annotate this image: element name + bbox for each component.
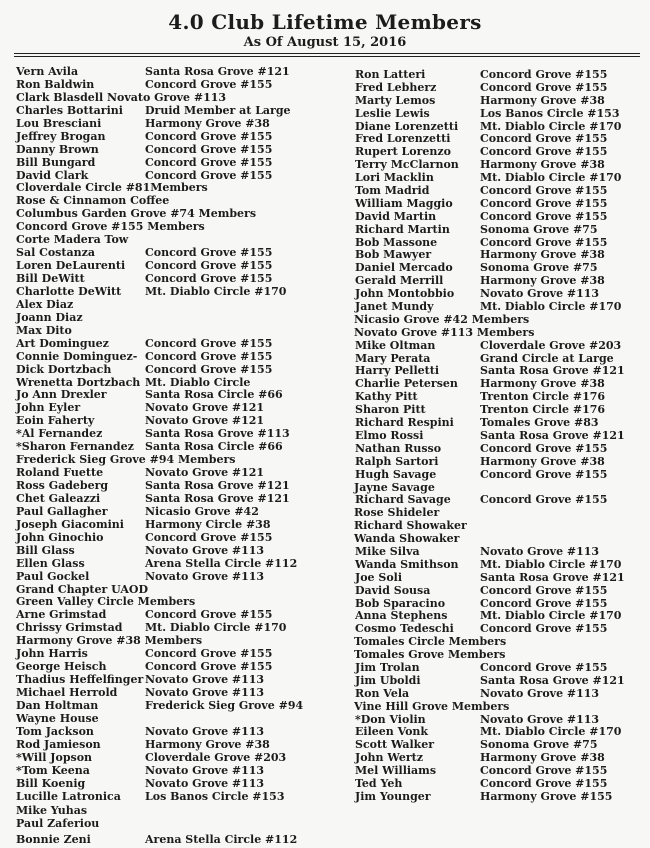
- member-grove: Novato Grove #113: [145, 776, 265, 790]
- member-grove: Novato Grove #113: [480, 287, 600, 301]
- member-name: Elmo Rossi: [355, 428, 424, 442]
- member-entry: [350, 585, 650, 598]
- member-name: William Maggio: [355, 196, 453, 210]
- member-entry: [12, 480, 342, 493]
- member-name: Rose & Cinnamon Coffee: [16, 194, 170, 208]
- member-grove: Concord Grove #155: [480, 660, 608, 674]
- member-name: Richard Showaker: [354, 519, 467, 533]
- member-grove: Santa Rosa Grove #121: [145, 65, 290, 78]
- page-title: 4.0 Club Lifetime Members: [168, 10, 482, 34]
- member-entry: [350, 211, 650, 224]
- member-entry: [12, 700, 342, 713]
- member-grove: Mt. Diablo Circle #170: [145, 621, 287, 635]
- member-name: Paul Zaferiou: [16, 817, 100, 831]
- member-grove: Concord Grove #155: [145, 362, 273, 376]
- member-name: Ron Vela: [355, 686, 410, 700]
- member-name: Diane Lorenzetti: [355, 119, 459, 133]
- member-grove: Concord Grove #155: [480, 776, 608, 790]
- member-entry: [350, 701, 650, 714]
- member-grove: Novato Grove #113: [480, 686, 600, 700]
- member-name: Jim Younger: [355, 789, 431, 803]
- member-entry: [12, 687, 342, 700]
- member-grove: Harmony Grove #155: [480, 789, 613, 803]
- member-entry: [350, 224, 650, 237]
- member-name: Wanda Showaker: [354, 532, 460, 546]
- member-name: Max Dito: [16, 323, 72, 337]
- member-name: Charles Bottarini: [16, 103, 123, 117]
- member-entry: [350, 572, 650, 585]
- member-name: Fred Lebherz: [355, 80, 437, 94]
- member-name: Vern Avila: [16, 65, 79, 78]
- member-entry: [12, 325, 342, 338]
- member-name: Leslie Lewis: [355, 106, 430, 120]
- members-column-right: [350, 67, 650, 804]
- members-column-left: [12, 67, 342, 847]
- member-name: Joseph Giacomini: [16, 517, 124, 531]
- member-grove: Sonoma Grove #75: [480, 738, 598, 752]
- member-name: John Wertz: [355, 751, 423, 765]
- member-name: Lori Macklin: [355, 171, 434, 185]
- member-entry: [12, 299, 342, 312]
- member-name: Janet Mundy: [355, 300, 434, 314]
- member-name: David Clark: [16, 168, 89, 182]
- member-name: Corte Madera Tow: [16, 233, 129, 247]
- member-grove: Concord Grove #155: [145, 259, 273, 273]
- member-name: Clark Blasdell Novato Grove #113: [16, 90, 227, 104]
- member-name: Charlie Petersen: [355, 377, 458, 391]
- member-entry: [12, 105, 342, 118]
- member-grove: Novato Grove #113: [145, 724, 265, 738]
- member-grove: Concord Grove #155: [145, 77, 273, 91]
- member-grove: Mt. Diablo Circle #170: [145, 284, 287, 298]
- member-entry: [350, 546, 650, 559]
- member-entry: [350, 301, 650, 314]
- member-entry: [12, 545, 342, 558]
- member-grove: Arena Stella Circle #112: [145, 833, 298, 847]
- member-name: Thadius Heffelfinger: [16, 673, 144, 687]
- member-grove: Mt. Diablo Circle #170: [480, 119, 622, 133]
- member-grove: Concord Grove #155: [480, 493, 608, 507]
- member-entry: [12, 818, 342, 831]
- member-name: Tomales Grove Members: [354, 648, 506, 662]
- member-grove: Harmony Grove #38: [480, 454, 605, 468]
- member-entry: [12, 66, 342, 79]
- member-entry: [12, 739, 342, 752]
- member-name: Paul Gockel: [16, 569, 90, 583]
- member-entry: [350, 198, 650, 211]
- member-name: Ellen Glass: [16, 556, 85, 570]
- member-entry: [350, 340, 650, 353]
- member-name: Danny Brown: [16, 142, 99, 156]
- member-grove: Druid Member at Large: [145, 103, 291, 117]
- member-name: Ross Gadeberg: [16, 479, 109, 492]
- member-entry: [12, 157, 342, 170]
- member-grove: Concord Grove #155: [145, 660, 273, 674]
- member-entry: [350, 778, 650, 791]
- member-name: Harry Pelletti: [355, 364, 440, 378]
- member-name: Joe Soli: [355, 570, 403, 584]
- member-entry: [12, 713, 342, 726]
- member-name: John Montobbio: [355, 287, 455, 301]
- member-entry: [12, 79, 342, 92]
- member-grove: Concord Grove #155: [145, 168, 273, 182]
- member-entry: [12, 571, 342, 584]
- member-grove: Nicasio Grove #42: [145, 504, 259, 518]
- member-name: Dan Holtman: [16, 698, 99, 712]
- member-grove: Santa Rosa Grove #121: [480, 364, 625, 378]
- member-entry: [12, 144, 342, 157]
- member-name: Novato Grove #113 Members: [354, 325, 535, 339]
- member-entry: [12, 752, 342, 765]
- member-entry: [350, 688, 650, 701]
- member-grove: Los Banos Circle #153: [145, 789, 285, 803]
- member-name: Ralph Sartori: [355, 454, 439, 468]
- member-name: Vine Hill Grove Members: [354, 699, 510, 713]
- member-grove: Concord Grove #155: [145, 647, 273, 661]
- member-grove: Mt. Diablo Circle #170: [480, 171, 622, 185]
- member-name: Connie Dominguez-: [16, 349, 138, 363]
- member-name: Kathy Pitt: [355, 390, 418, 404]
- member-grove: Mt. Diablo Circle #170: [480, 557, 622, 571]
- member-name: Bob Sparacino: [355, 596, 446, 610]
- member-grove: Mt. Diablo Circle #170: [480, 300, 622, 314]
- member-grove: Concord Grove #155: [145, 246, 273, 260]
- member-name: Green Valley Circle Members: [16, 595, 196, 609]
- member-grove: Mt. Diablo Circle: [145, 375, 251, 389]
- member-grove: Mt. Diablo Circle #170: [480, 609, 622, 623]
- member-name: George Heisch: [16, 660, 107, 674]
- member-name: Bob Mawyer: [355, 248, 432, 262]
- member-grove: Concord Grove #155: [480, 596, 608, 610]
- member-name: Ron Latteri: [355, 68, 426, 81]
- member-name: Sal Costanza: [16, 246, 95, 260]
- member-grove: Novato Grove #121: [145, 414, 265, 428]
- member-grove: Novato Grove #113: [145, 686, 265, 699]
- member-name: Chrissy Grimstad: [16, 621, 123, 635]
- member-grove: Concord Grove #155: [480, 196, 608, 210]
- member-name: Paul Gallagher: [16, 504, 108, 518]
- member-grove: Santa Rosa Circle #66: [145, 440, 283, 454]
- member-name: Michael Herrold: [16, 686, 118, 699]
- member-grove: Harmony Grove #38: [145, 116, 270, 130]
- member-grove: Santa Rosa Grove #121: [145, 491, 290, 505]
- member-name: Ron Baldwin: [16, 77, 95, 91]
- member-entry: [12, 286, 342, 299]
- member-grove: Santa Rosa Grove #121: [145, 479, 290, 492]
- member-name: Jim Uboldi: [355, 673, 421, 687]
- member-grove: Concord Grove #155: [480, 145, 608, 159]
- member-entry: [350, 95, 650, 108]
- member-entry: [12, 493, 342, 506]
- member-grove: Concord Grove #155: [480, 583, 608, 597]
- member-name: Lucille Latronica: [16, 789, 121, 803]
- member-name: John Harris: [16, 647, 88, 661]
- member-entry: [350, 430, 650, 443]
- member-grove: Santa Rosa Grove #121: [480, 570, 625, 584]
- member-entry: [12, 558, 342, 571]
- member-grove: Concord Grove #155: [480, 235, 608, 249]
- member-name: Tom Jackson: [16, 724, 94, 738]
- member-grove: Trenton Circle #176: [480, 390, 606, 404]
- member-grove: Novato Grove #113: [480, 544, 600, 558]
- member-grove: Tomales Grove #83: [480, 416, 599, 430]
- member-grove: Harmony Grove #38: [480, 158, 605, 172]
- member-name: Nicasio Grove #42 Members: [354, 312, 530, 326]
- member-name: Nathan Russo: [355, 441, 442, 455]
- member-grove: Concord Grove #155: [145, 336, 273, 350]
- member-grove: Concord Grove #155: [145, 155, 273, 169]
- member-name: Fred Lorenzetti: [355, 132, 451, 146]
- member-entry: [12, 131, 342, 144]
- member-grove: Harmony Grove #38: [480, 248, 605, 262]
- member-name: *Will Jopson: [16, 750, 93, 764]
- member-grove: Concord Grove #155: [145, 349, 273, 363]
- member-name: David Sousa: [355, 583, 431, 597]
- member-name: John Eyler: [16, 401, 81, 415]
- member-grove: Novato Grove #113: [145, 569, 265, 583]
- member-entry: [12, 778, 342, 791]
- member-entry: [12, 338, 342, 351]
- member-grove: Novato Grove #113: [480, 712, 600, 726]
- member-grove: Novato Grove #113: [145, 763, 265, 777]
- member-name: Wanda Smithson: [355, 557, 459, 571]
- member-name: Mike Silva: [355, 544, 420, 558]
- member-name: Terry McClarnon: [355, 158, 459, 172]
- member-entry: [350, 327, 650, 340]
- member-grove: Frederick Sieg Grove #94: [145, 698, 304, 712]
- member-entry: [350, 82, 650, 95]
- member-grove: Harmony Grove #38: [480, 93, 605, 107]
- member-name: Harmony Grove #38 Members: [16, 634, 203, 648]
- member-entry: [12, 92, 342, 105]
- member-grove: Novato Grove #121: [145, 401, 265, 415]
- member-name: Hugh Savage: [355, 467, 437, 481]
- member-grove: Sonoma Grove #75: [480, 261, 598, 275]
- member-grove: Concord Grove #155: [480, 441, 608, 455]
- member-name: Jeffrey Brogan: [16, 129, 106, 143]
- member-name: John Ginochio: [16, 530, 104, 544]
- member-name: Cloverdale Circle #81Members: [16, 181, 208, 195]
- member-name: Alex Diaz: [16, 297, 74, 311]
- member-name: Ted Yeh: [355, 776, 403, 790]
- member-name: *Sharon Fernandez: [16, 440, 134, 454]
- member-grove: Mt. Diablo Circle #170: [480, 725, 622, 739]
- member-grove: Santa Rosa Grove #121: [480, 673, 625, 687]
- member-name: Anna Stephens: [355, 609, 448, 623]
- member-grove: Novato Grove #113: [145, 673, 265, 687]
- member-name: Wayne House: [16, 711, 99, 725]
- member-grove: Sonoma Grove #75: [480, 222, 598, 236]
- member-entry: [12, 351, 342, 364]
- member-name: Rose Shideler: [354, 506, 440, 520]
- member-name: Rod Jamieson: [16, 737, 101, 751]
- member-grove: Novato Grove #113: [145, 543, 265, 557]
- member-name: Bob Massone: [355, 235, 438, 249]
- member-name: David Martin: [355, 209, 437, 223]
- member-entry: [12, 532, 342, 545]
- member-name: Dick Dortzbach: [16, 362, 112, 376]
- member-entry: [350, 662, 650, 675]
- member-entry: [350, 559, 650, 572]
- member-grove: Concord Grove #155: [480, 68, 608, 81]
- member-entry: [12, 765, 342, 778]
- title-rule-bottom: [14, 56, 640, 57]
- member-name: Chet Galeazzi: [16, 491, 101, 505]
- member-entry: [12, 519, 342, 532]
- member-name: Eileen Vonk: [355, 725, 429, 739]
- member-name: Art Dominguez: [16, 336, 109, 350]
- member-name: Tom Madrid: [355, 184, 430, 198]
- member-entry: [350, 456, 650, 469]
- member-entry: [350, 185, 650, 198]
- member-grove: Concord Grove #155: [145, 608, 273, 622]
- member-name: Gerald Merrill: [355, 274, 444, 288]
- member-entry: [12, 364, 342, 377]
- title-rule-top: [14, 53, 640, 54]
- member-name: Joann Diaz: [16, 310, 83, 324]
- member-grove: Concord Grove #155: [480, 80, 608, 94]
- member-name: Mike Yuhas: [16, 804, 88, 818]
- member-grove: Harmony Grove #38: [480, 274, 605, 288]
- member-grove: Concord Grove #155: [480, 467, 608, 481]
- member-grove: Concord Grove #155: [145, 142, 273, 156]
- member-name: Bill Glass: [16, 543, 75, 557]
- member-grove: Cloverdale Grove #203: [145, 750, 287, 764]
- member-grove: Concord Grove #155: [480, 622, 608, 636]
- member-name: Bill Koenig: [16, 776, 86, 790]
- member-name: Mike Oltman: [355, 338, 436, 352]
- member-grove: Novato Grove #121: [145, 466, 265, 480]
- member-name: Grand Chapter UAOD: [16, 582, 149, 596]
- member-grove: Santa Rosa Circle #66: [145, 388, 283, 402]
- page-subtitle: As Of August 15, 2016: [243, 35, 407, 50]
- member-name: Richard Savage: [355, 493, 451, 507]
- member-name: Arne Grimstad: [16, 608, 107, 622]
- member-name: Bonnie Zeni: [16, 833, 91, 847]
- member-grove: Grand Circle at Large: [480, 351, 614, 365]
- member-entry: [350, 791, 650, 804]
- member-grove: Concord Grove #155: [145, 272, 273, 285]
- member-entry: [12, 312, 342, 325]
- member-entry: [350, 675, 650, 688]
- member-grove: Santa Rosa Grove #113: [145, 427, 290, 441]
- member-entry: [12, 834, 342, 847]
- member-grove: Harmony Grove #38: [480, 377, 605, 391]
- member-entry: [12, 506, 342, 519]
- member-entry: [12, 791, 342, 804]
- member-grove: Concord Grove #155: [480, 184, 608, 198]
- member-grove: Santa Rosa Grove #121: [480, 428, 625, 442]
- member-entry: [350, 417, 650, 430]
- member-entry: [12, 273, 342, 286]
- member-name: Columbus Garden Grove #74 Members: [16, 207, 257, 221]
- member-name: *Don Violin: [355, 712, 426, 726]
- member-name: Richard Respini: [355, 416, 454, 430]
- member-name: *Tom Keena: [16, 763, 90, 777]
- member-name: Sharon Pitt: [355, 403, 426, 417]
- member-name: Wrenetta Dortzbach: [16, 375, 141, 389]
- member-name: Loren DeLaurenti: [16, 259, 126, 273]
- member-entry: [12, 726, 342, 739]
- member-grove: Concord Grove #155: [145, 129, 273, 143]
- member-entry: [350, 108, 650, 121]
- member-name: Rupert Lorenzo: [355, 145, 451, 159]
- member-name: Eoin Faherty: [16, 414, 95, 428]
- member-grove: Harmony Grove #38: [145, 737, 270, 751]
- member-name: Marty Lemos: [355, 93, 436, 107]
- member-name: Scott Walker: [355, 738, 435, 752]
- member-name: Bill DeWitt: [16, 272, 85, 285]
- member-grove: Los Banos Circle #153: [480, 106, 620, 120]
- member-name: *Al Fernandez: [16, 427, 103, 441]
- member-entry: [350, 69, 650, 82]
- member-entry: [350, 314, 650, 327]
- member-name: Richard Martin: [355, 222, 450, 236]
- member-name: Daniel Mercado: [355, 261, 453, 275]
- member-name: Frederick Sieg Grove #94 Members: [16, 453, 236, 467]
- member-name: Lou Bresciani: [16, 116, 102, 130]
- member-name: Bill Bungard: [16, 155, 96, 169]
- member-grove: Concord Grove #155: [480, 209, 608, 223]
- member-name: Mary Perata: [355, 351, 431, 365]
- member-grove: Harmony Grove #38: [480, 751, 605, 765]
- member-grove: Harmony Circle #38: [145, 517, 271, 531]
- member-name: Roland Fuette: [16, 466, 104, 480]
- member-entry: [350, 469, 650, 482]
- member-grove: Cloverdale Grove #203: [480, 338, 622, 352]
- member-entry: [12, 118, 342, 131]
- member-entry: [350, 443, 650, 456]
- member-name: Cosmo Tedeschi: [355, 622, 454, 636]
- member-name: Jim Trolan: [355, 660, 420, 674]
- member-grove: Arena Stella Circle #112: [145, 556, 298, 570]
- member-name: Mel Williams: [355, 764, 437, 778]
- member-grove: Concord Grove #155: [480, 764, 608, 778]
- member-grove: Concord Grove #155: [480, 132, 608, 146]
- member-name: Charlotte DeWitt: [16, 284, 122, 298]
- member-name: Jo Ann Drexler: [16, 388, 107, 402]
- member-name: Tomales Circle Members: [354, 635, 507, 649]
- member-grove: Trenton Circle #176: [480, 403, 606, 417]
- member-grove: Concord Grove #155: [145, 530, 273, 544]
- member-name: Concord Grove #155 Members: [16, 220, 205, 234]
- member-name: Jayne Savage: [354, 480, 435, 494]
